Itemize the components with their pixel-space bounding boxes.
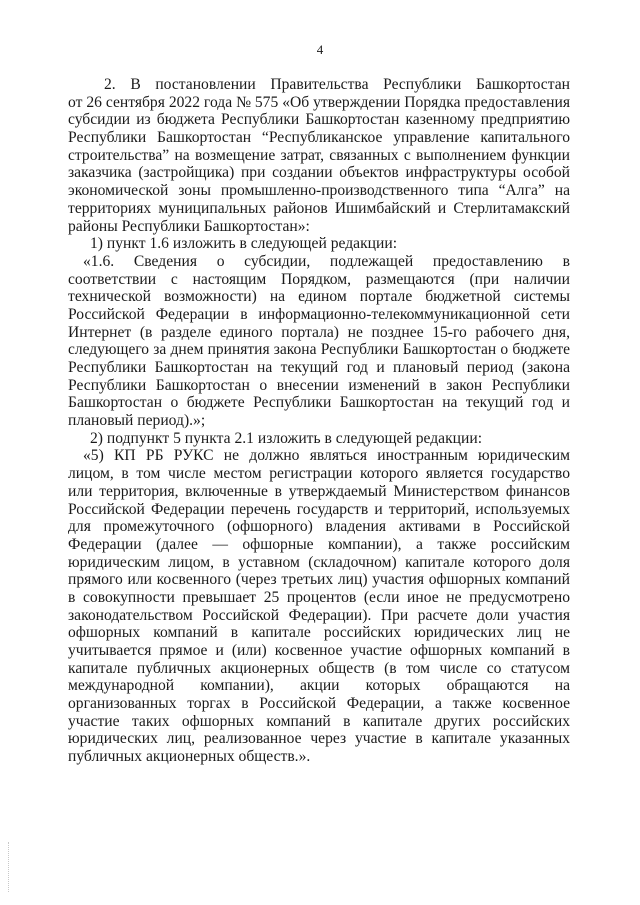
- paragraph-line: 2. В постановлении Правительства Республики Башкортостан: [104, 76, 570, 93]
- document-body: [68, 76, 570, 766]
- paragraph-line: или территория, включенные в утверждаемый Министерством финансов: [68, 482, 570, 500]
- paragraph-line: международной компании), акции которых обращаются на: [68, 677, 570, 695]
- paragraph-line: заказчика (застройщика) при создании объектов инфраструктуры особой: [68, 164, 570, 182]
- paragraph-line: строительства” на возмещение затрат, связанных с выполнением функции: [68, 146, 570, 164]
- paragraph-line: «1.6. Сведения о субсидии, подлежащей предоставлению в: [83, 252, 570, 270]
- page-number: 4: [316, 42, 324, 57]
- paragraph-line: лицом, в том числе местом регистрации которого является государство: [68, 465, 570, 483]
- paragraph-line: субсидии из бюджета Республики Башкортостан казенному предприятию: [68, 111, 570, 129]
- paragraph-line: территориях муниципальных районов Ишимбайский и Стерлитамакский: [68, 199, 570, 217]
- paragraph-line: офшорных компаний в капитале российских юридических лиц не: [68, 624, 570, 642]
- paragraph-line: Федерации (далее — офшорные компании), а также российским: [68, 535, 570, 553]
- paragraph-line: Российской Федерации перечень государств и территорий, используемых: [68, 500, 570, 518]
- paragraph-line: прямого или косвенного (через третьих лиц) участия офшорных компаний: [68, 571, 570, 589]
- paragraph-line: участие таких офшорных компаний в капитале других российских: [68, 712, 570, 730]
- scan-margin-marks: [8, 842, 11, 892]
- paragraph-line: организованных торгах в Российской Федерации, а также косвенное: [68, 695, 570, 713]
- paragraph-line: Республики Башкортостан о внесении изменений в закон Республики: [68, 376, 570, 394]
- paragraph-line: учитывается прямое и (или) косвенное участие офшорных компаний в: [68, 642, 570, 659]
- paragraph-line: юридическим лицом, в уставном (складочном) капитале которого доля: [68, 553, 570, 571]
- paragraph-line: Республики Башкортостан “Республиканское управление капитального: [68, 129, 570, 147]
- paragraph-line: законодательством Российской Федерации). При расчете доли участия: [68, 606, 570, 624]
- paragraph-line: Интернет (в разделе единого портала) не позднее 15-го рабочего дня,: [68, 323, 570, 341]
- paragraph-line: соответствии с настоящим Порядком, размещаются (при наличии: [68, 270, 570, 288]
- paragraph-line: Башкортостан о бюджете Республики Башкортостан на текущий год и: [68, 394, 570, 412]
- paragraph-line: следующего за днем принятия закона Республики Башкортостан о бюджете: [68, 341, 570, 359]
- paragraph-line: капитале публичных акционерных обществ (в том числе со статусом: [68, 659, 570, 677]
- paragraph-line: Российской Федерации в информационно-телекоммуникационной сети: [68, 305, 570, 323]
- paragraph-line: от 26 сентября 2022 года № 575 «Об утверждении Порядка предоставления: [68, 93, 570, 111]
- paragraph-line: юридических лиц, реализованное через участие в капитале указанных: [68, 730, 570, 748]
- paragraph-line: технической возможности) на едином портале бюджетной системы: [68, 288, 570, 306]
- paragraph-line: 2) подпункт 5 пункта 2.1 изложить в следующей редакции:: [90, 429, 483, 447]
- paragraph-line: экономической зоны промышленно-производственного типа “Алга” на: [68, 182, 570, 200]
- paragraph-line: в совокупности превышает 25 процентов (если иное не предусмотрено: [68, 588, 570, 606]
- paragraph-line: для промежуточного (офшорного) владения активами в Российской: [68, 518, 570, 536]
- paragraph-line: публичных акционерных обществ.».: [68, 748, 311, 766]
- paragraph-line: Республики Башкортостан на текущий год и плановый период (закона: [68, 359, 570, 376]
- paragraph-line: плановый период).»;: [68, 412, 206, 430]
- paragraph-line: районы Республики Башкортостан»:: [68, 217, 310, 235]
- paragraph-line: «5) КП РБ РУКС не должно являться иностранным юридическим: [83, 447, 570, 465]
- paragraph-line: 1) пункт 1.6 изложить в следующей редакции:: [90, 235, 398, 253]
